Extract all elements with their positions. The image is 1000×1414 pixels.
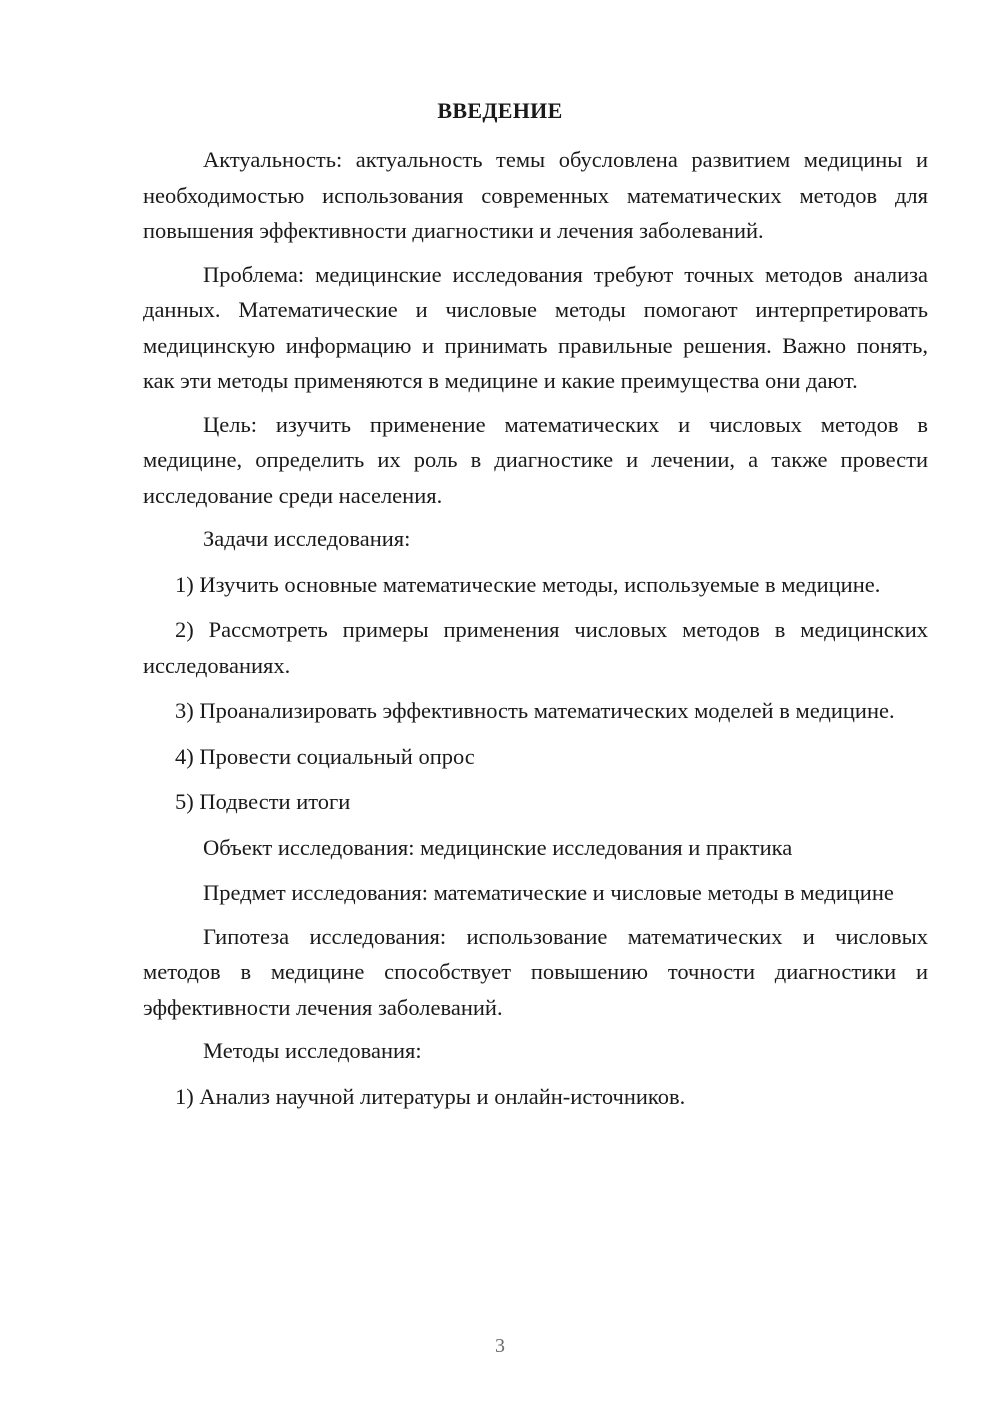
- document-body: [143, 142, 928, 1124]
- paragraph-relevance: Актуальность: актуальность темы обусловлена развитием медицины и необходимостью использования современных математических методов для повышения эффективности диагностики и лечения заболеваний.: [143, 147, 928, 243]
- paragraph-problem: Проблема: медицинские исследования требуют точных методов анализа данных. Математические и числовые методы помогают интерпретировать медицинскую информацию и принимать правильные решения. Важно понять, как эти методы применяются в медицине и какие преимущества они дают.: [143, 261, 928, 393]
- paragraph-object: Объект исследования: медицинские исследования и практика: [203, 834, 793, 860]
- page-title: ВВЕДЕНИЕ: [437, 98, 563, 123]
- paragraph-subject: Предмет исследования: математические и числовые методы в медицине: [203, 880, 894, 905]
- paragraph-hypothesis: Гипотеза исследования: использование математических и числовых методов в медицине способствует повышению точности диагностики и эффективности лечения заболеваний.: [143, 923, 928, 1020]
- page-number: 3: [495, 1335, 505, 1357]
- paragraph-tasks-heading: Задачи исследования:: [203, 526, 411, 551]
- method-item-1: 1) Анализ научной литературы и онлайн-источников.: [175, 1083, 686, 1109]
- paragraph-goal: Цель: изучить применение математических и числовых методов в медицине, определить их роль в диагностике и лечении, а также провести исследование среди населения.: [143, 411, 928, 508]
- task-item-5: 5) Подвести итоги: [175, 789, 351, 814]
- paragraph-methods-heading: Методы исследования:: [203, 1038, 422, 1063]
- task-item-3: 3) Проанализировать эффективность математических моделей в медицине.: [175, 698, 895, 723]
- task-item-1: 1) Изучить основные математические методы, используемые в медицине.: [175, 571, 881, 597]
- task-item-2: 2) Рассмотреть примеры применения числовых методов в медицинских исследованиях.: [143, 617, 928, 678]
- task-item-4: 4) Провести социальный опрос: [175, 743, 475, 769]
